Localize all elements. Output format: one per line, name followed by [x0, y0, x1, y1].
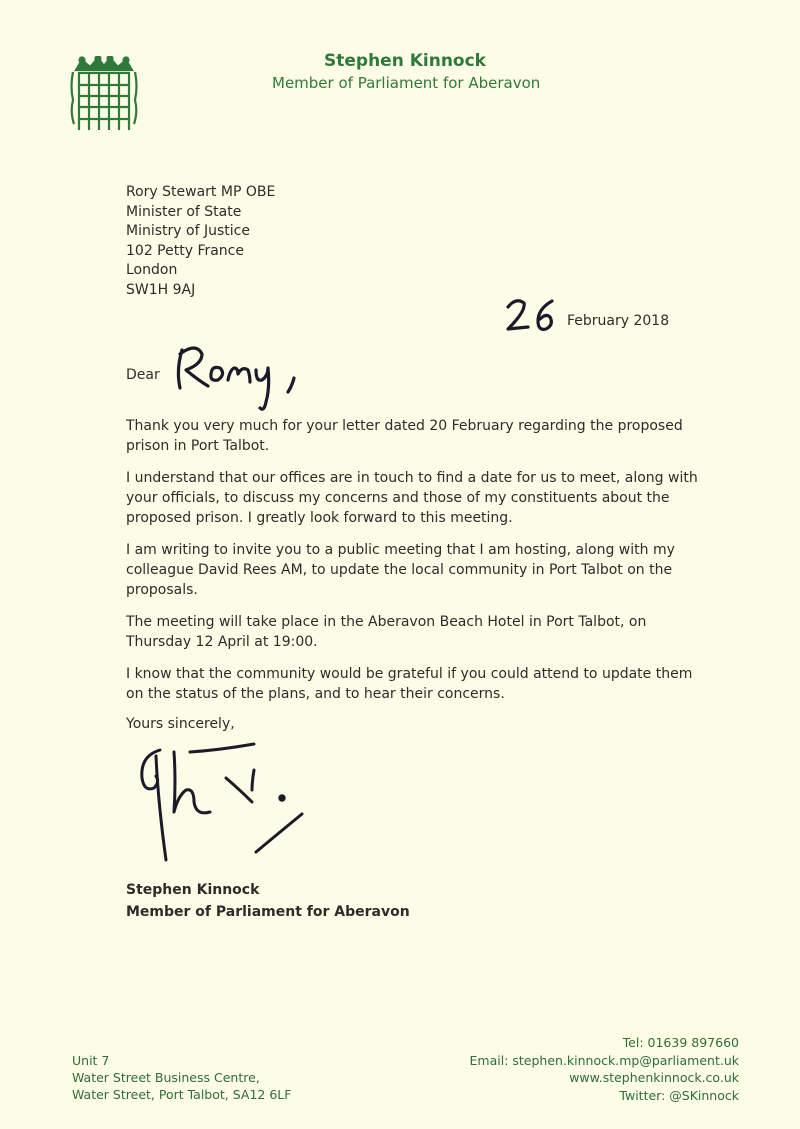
- body-paragraph: The meeting will take place in the Aberavon Beach Hotel in Port Talbot, on Thursday 12 April at 19:00.: [126, 614, 647, 650]
- body-paragraph: I understand that our offices are in touch to find a date for us to meet, along with your officials, to discuss my concerns and those of my constituents about the proposed prison. I greatly look forward to this meeting.: [126, 470, 698, 526]
- footer-website: www.stephenkinnock.co.uk: [569, 1070, 739, 1085]
- signer-name: Stephen Kinnock: [126, 882, 260, 898]
- footer-address: [72, 1052, 291, 1103]
- recipient-line: London: [126, 262, 178, 279]
- recipient-line: Minister of State: [126, 203, 242, 220]
- handwritten-day: [502, 295, 562, 335]
- recipient-line: 102 Petty France: [126, 242, 244, 259]
- body-paragraph: I am writing to invite you to a public meeting that I am hosting, along with my colleague David Rees AM, to update the local community in Port Talbot on the proposals.: [126, 542, 675, 598]
- date-month-year: February 2018: [567, 313, 670, 329]
- signature-image: [130, 742, 315, 862]
- handwritten-salutation: [172, 340, 312, 415]
- footer-contact: [470, 1034, 739, 1104]
- footer-tel: Tel: 01639 897660: [622, 1035, 739, 1050]
- recipient-address: [126, 183, 275, 301]
- signer-block: [126, 879, 410, 923]
- letterhead-role: Member of Parliament for Aberavon: [272, 74, 541, 92]
- letter-body: [126, 416, 706, 716]
- body-paragraph: I know that the community would be grateful if you could attend to update them on the status of the plans, and to hear their concerns.: [126, 666, 693, 702]
- portcullis-logo-icon: [70, 56, 138, 134]
- footer-twitter: Twitter: @SKinnock: [619, 1087, 739, 1103]
- letterhead: [272, 50, 540, 94]
- footer-address-line: Unit 7: [72, 1053, 110, 1068]
- salutation: Dear: [126, 367, 160, 383]
- recipient-line: Ministry of Justice: [126, 223, 250, 240]
- letterhead-name: Stephen Kinnock: [324, 51, 486, 71]
- footer-address-line: Water Street, Port Talbot, SA12 6LF: [72, 1087, 292, 1102]
- closing: Yours sincerely,: [126, 716, 235, 732]
- body-paragraph: Thank you very much for your letter dated 20 February regarding the proposed prison in Port Talbot.: [126, 418, 683, 454]
- footer-email: Email: stephen.kinnock.mp@parliament.uk: [469, 1052, 739, 1068]
- signer-title: Member of Parliament for Aberavon: [126, 904, 410, 920]
- recipient-line: SW1H 9AJ: [126, 281, 196, 298]
- recipient-line: Rory Stewart MP OBE: [126, 184, 276, 200]
- footer-address-line: Water Street Business Centre,: [72, 1070, 260, 1085]
